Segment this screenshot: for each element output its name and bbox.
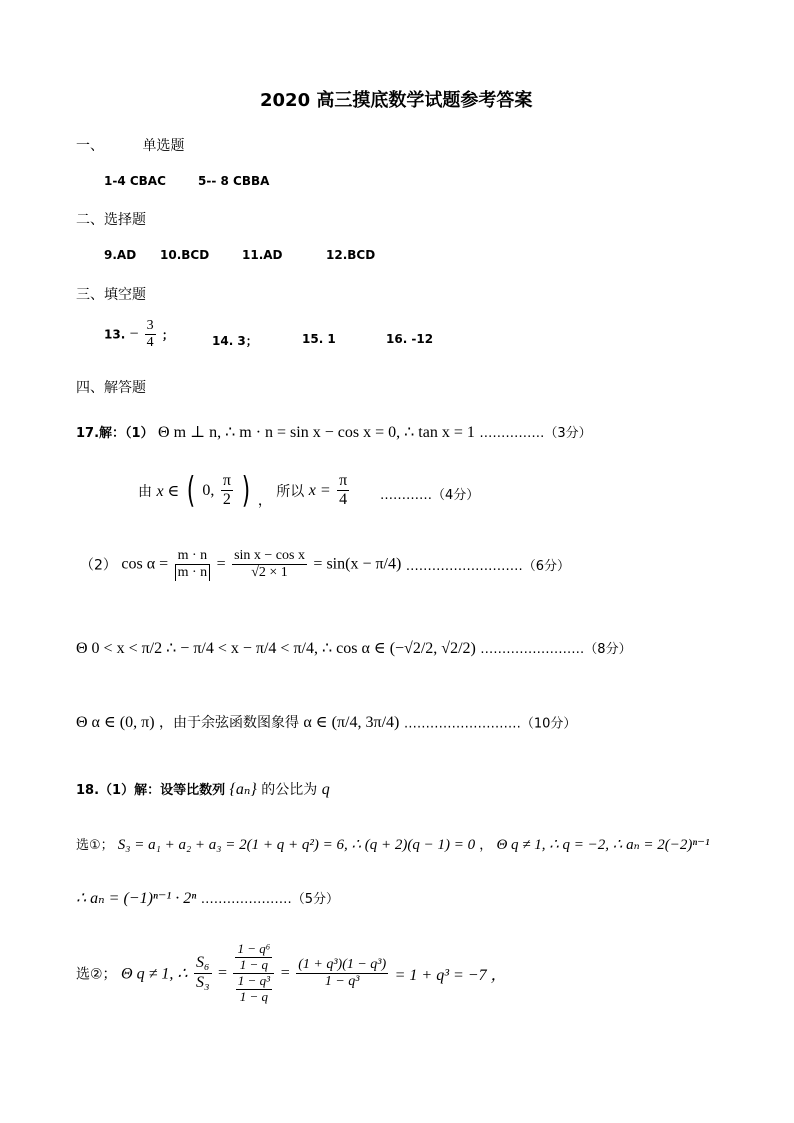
section-heading-1 <box>76 135 184 155</box>
fraction: $\frac{\pi}{4}$ <box>339 472 348 509</box>
score: ……………（3分） <box>479 426 592 441</box>
answer-1-4: 1-4 CBAC <box>104 174 166 188</box>
fraction: $\frac{3}{4}$ <box>146 318 154 351</box>
section-label: 单选题 <box>142 138 185 154</box>
q18-line3: ∴ aₙ = (−1)ⁿ⁻¹ · 2ⁿ …………………（5分） <box>76 890 339 907</box>
answer-16: 16. -12 <box>386 332 434 346</box>
answer-10: 10.BCD <box>160 248 210 262</box>
q18-line1: 18.（1）解：设等比数列 {aₙ} 的公比为 q <box>76 781 330 798</box>
answer-5-8: 5-- 8 CBBA <box>198 174 270 188</box>
compound-fraction: $\frac{\frac{\text{1 − q⁶}}{1 - q}}{\frac{\text{1 − q³}}{1 - q}}$ <box>233 942 274 1005</box>
score: …………（4分） <box>380 488 480 503</box>
answer-14: 14. 3； <box>212 334 258 348</box>
section-heading-2: 二、选择题 <box>76 212 146 228</box>
fraction: $\frac{m \cdot n}{m \cdot n}$ <box>175 548 211 581</box>
q17-line1 <box>76 422 592 442</box>
answer-11: 11.AD <box>242 248 283 262</box>
answer-15: 15. 1 <box>302 332 336 346</box>
answer-12: 12.BCD <box>326 248 376 262</box>
q17-line4: Θ 0 < x < π/2 ∴ − π/4 < x − π/4 < π/4, ∴ cos α ∈ (−√2/2, √2/2) ……………………（8分） <box>76 640 632 657</box>
score: ………………………（10分） <box>403 716 577 732</box>
fraction: $\frac{\text{(1 + q³)(1 − q³)}}{\text{1 − q³}}$ <box>298 956 387 989</box>
section-number: 一、 <box>76 138 104 154</box>
q17-line3: （2） cos α = $\frac{m \cdot n}{m \cdot n}$ = $\frac{\text{sin x − cos x}}{√2 \times 1}$ = sin(x − π/4) ………………………（6分） <box>80 548 571 581</box>
q17-label: 17.解：（1） <box>76 426 154 441</box>
answer-13-label: 13. <box>104 327 126 342</box>
answer-13: 13. − $\frac{3}{4}$ ； <box>104 318 174 351</box>
page-title: 2020 高三摸底数学试题参考答案 <box>260 90 533 111</box>
answer-9: 9.AD <box>104 248 137 262</box>
fraction: $\frac{\text{S₆}}{\text{S₃}}$ <box>195 954 210 991</box>
score: …………………（5分） <box>200 892 339 907</box>
fraction: $\frac{\text{sin x − cos x}}{√2 \times 1}$ <box>234 548 305 581</box>
q18-line2: 选①； S₃ = a₁ + a₂ + a₃ = 2(1 + q + q²) = 6, ∴ (q + 2)(q − 1) = 0 ， Θ q ≠ 1, ∴ q = −2, ∴ aₙ = 2(−2)ⁿ⁻¹ <box>76 837 710 853</box>
q17-line5: Θ α ∈ (0, π) ，由于余弦函数图象得 α ∈ (π/4, 3π/4) ………………………（10分） <box>76 714 577 732</box>
score: ………………………（6分） <box>405 559 571 575</box>
score: ……………………（8分） <box>480 642 632 657</box>
fraction: $\frac{\pi}{2}$ <box>222 472 231 509</box>
section-heading-3: 三、填空题 <box>76 287 146 303</box>
q18-line4: 选②； Θ q ≠ 1, ∴ $\frac{\text{S₆}}{\text{S₃}}$ = $\frac{\frac{\text{1 − q⁶}}{1 - q}}{\frac{\text{1 − q³}}{1 - q}}$ = $\frac{\text{(1 + q³)(1 − q³)}}{\text{1 − q³}}$ = 1 + q³ = −7 ， <box>76 941 507 1004</box>
section-heading-4: 四、解答题 <box>76 380 146 396</box>
q17-line1-math: Θ m ⊥ n, ∴ m · n = sin x − cos x = 0, ∴ tan x = 1 <box>158 424 475 441</box>
q17-line2: 由 x ∈ ( 0, $\frac{\pi}{2}$ ) ， 所以 x = $\frac{\pi}{4}$ <box>138 469 348 511</box>
